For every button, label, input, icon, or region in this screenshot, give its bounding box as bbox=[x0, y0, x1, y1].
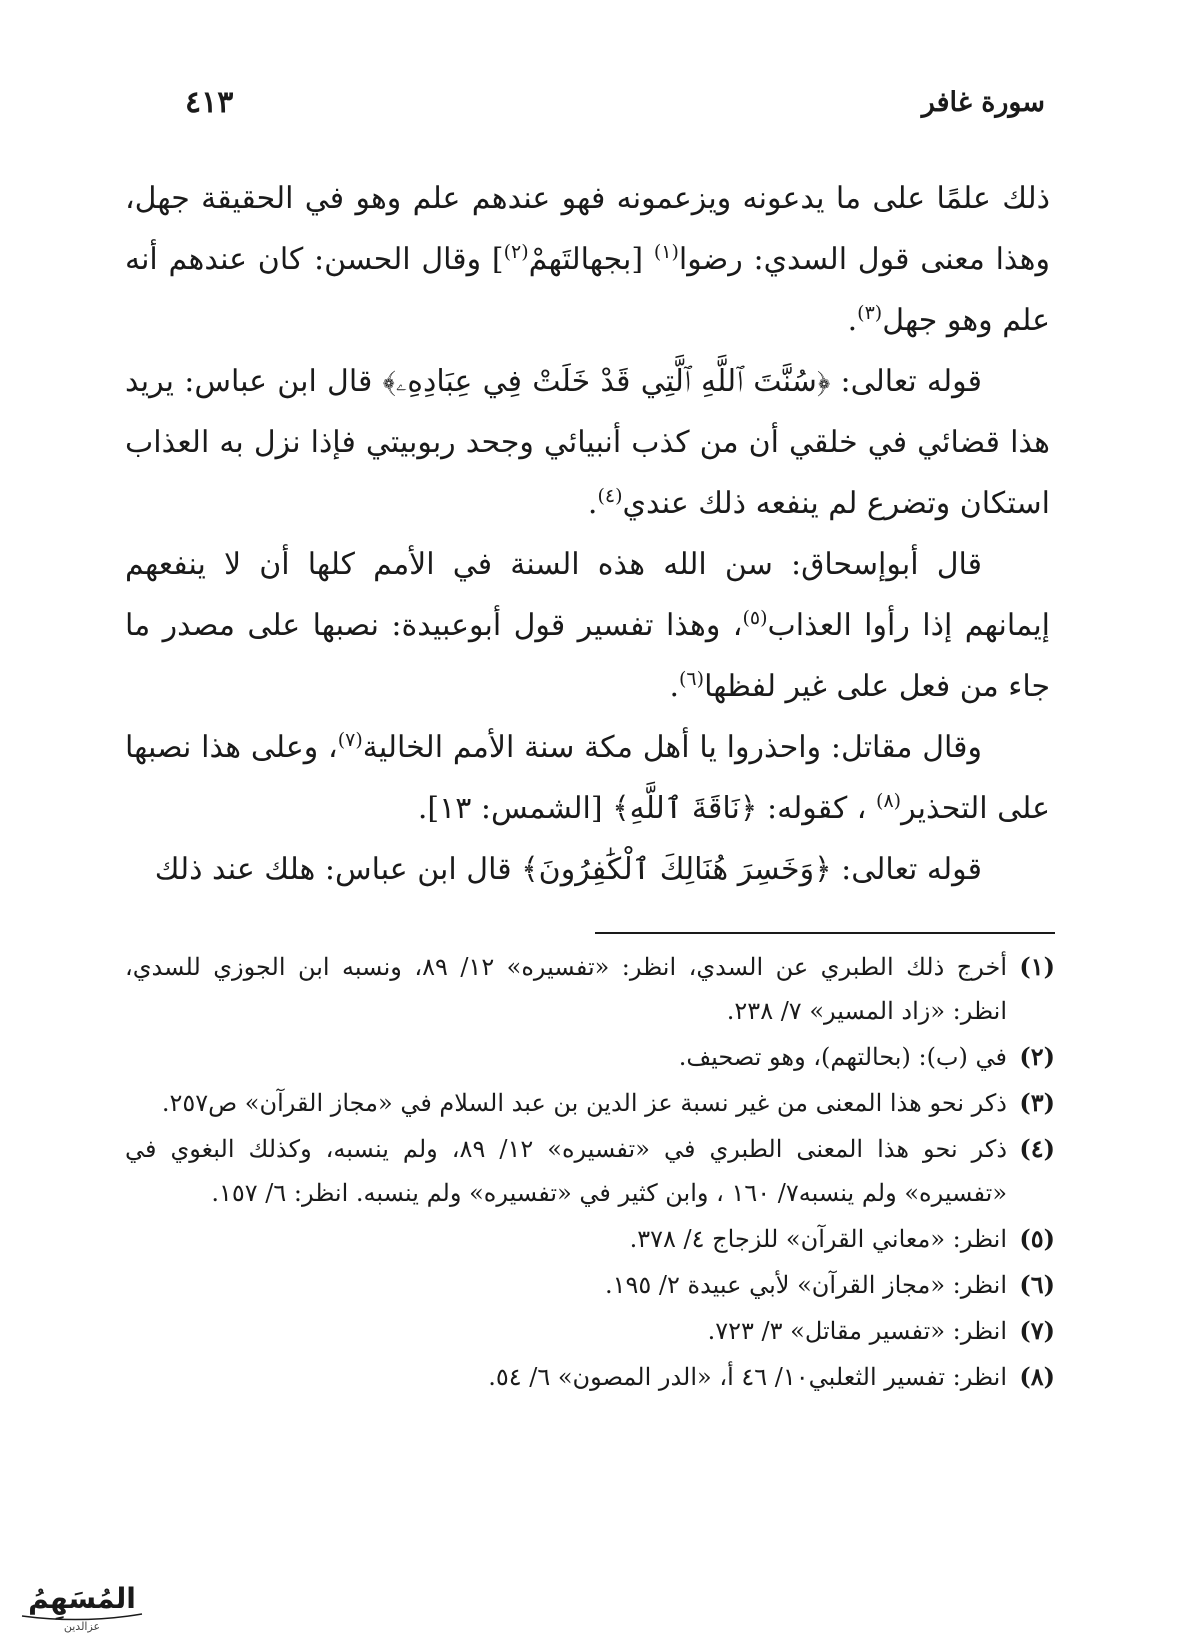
footnote-ref: (٥) bbox=[742, 607, 768, 629]
footnote-text: انظر: «تفسير مقاتل» ٣/ ٧٢٣. bbox=[707, 1317, 1007, 1345]
footnote-text: ذكر نحو هذا المعنى الطبري في «تفسيره» ١٢/ ٨٩، ولم ينسبه، وكذلك البغوي في «تفسيره» ولم ينسبه٧/ ١٦٠ ، وابن كثير في «تفسيره» ولم ينسبه. انظر: ٦/ ١٥٧. bbox=[125, 1135, 1008, 1207]
paragraph-4 bbox=[125, 717, 1050, 839]
footnote-text: أخرج ذلك الطبري عن السدي، انظر: «تفسيره» ١٢/ ٨٩، ونسبه ابن الجوزي للسدي، انظر: «زاد المسير» ٧/ ٢٣٨. bbox=[125, 953, 1008, 1025]
text-segment: . bbox=[587, 486, 598, 521]
footnote-text: في (ب): (بحالتهم)، وهو تصحيف. bbox=[678, 1043, 1007, 1071]
paragraph-2 bbox=[125, 351, 1050, 534]
footnote-ref: (٨) bbox=[876, 790, 902, 812]
footnote-8 bbox=[125, 1355, 1055, 1399]
footnote-number: (٤) bbox=[1019, 1134, 1056, 1163]
footnote-ref: (٤) bbox=[597, 485, 623, 507]
footnote-ref: (٧) bbox=[337, 729, 363, 751]
text-segment: قوله تعالى: bbox=[831, 852, 982, 887]
footnote-number: (٦) bbox=[1019, 1270, 1055, 1299]
text-segment: . bbox=[669, 669, 679, 704]
footnote-5 bbox=[125, 1217, 1055, 1261]
footnote-6 bbox=[125, 1263, 1055, 1307]
quran-verse: ﴿نَاقَةَ ٱللَّهِ﴾ bbox=[612, 791, 758, 826]
footnote-2 bbox=[125, 1035, 1055, 1079]
footnote-number: (٥) bbox=[1019, 1224, 1055, 1253]
text-segment: قال ابن عباس: هلك عند ذلك bbox=[154, 852, 522, 887]
quran-verse: ﴿وَخَسِرَ هُنَالِكَ ٱلْكَٰفِرُونَ﴾ bbox=[521, 852, 832, 887]
footnote-ref: (٣) bbox=[857, 302, 883, 324]
paragraph-5 bbox=[125, 839, 1050, 900]
text-segment: قال ابن عباس: يريد هذا قضائي في خلقي أن من كذب أنبيائي وجحد ربوبيتي فإذا نزل به العذاب استكان وتضرع لم ينفعه ذلك عندي bbox=[125, 364, 1050, 521]
text-segment: ، كقوله: bbox=[757, 791, 877, 826]
footnote-text: ذكر نحو هذا المعنى من غير نسبة عز الدين بن عبد السلام في «مجاز القرآن» ص٢٥٧. bbox=[161, 1089, 1007, 1117]
paragraph-1 bbox=[125, 168, 1050, 351]
footnote-divider bbox=[595, 932, 1055, 934]
surah-title: سورة غافر bbox=[921, 86, 1045, 118]
footnote-number: (١) bbox=[1019, 952, 1056, 981]
paragraph-3 bbox=[125, 534, 1050, 717]
text-segment: وقال مقاتل: واحذروا يا أهل مكة سنة الأمم الخالية bbox=[362, 730, 983, 765]
publisher-logo bbox=[12, 1568, 152, 1638]
footnote-text: انظر: «معاني القرآن» للزجاج ٤/ ٣٧٨. bbox=[629, 1225, 1007, 1253]
text-segment: . bbox=[847, 303, 858, 338]
page-header bbox=[185, 82, 1045, 122]
svg-text:عزالدين: عزالدين bbox=[63, 1620, 101, 1633]
text-segment: قوله تعالى: bbox=[830, 364, 982, 399]
footnote-ref: (٦) bbox=[679, 668, 705, 690]
footnote-ref: (٢) bbox=[503, 241, 529, 263]
footnote-number: (٨) bbox=[1019, 1362, 1055, 1391]
footnote-7 bbox=[125, 1309, 1055, 1353]
footnote-ref: (١) bbox=[653, 241, 679, 263]
text-segment: [بجهالتَهمْ bbox=[528, 242, 654, 277]
text-segment: ] وقال الحسن: كان عندهم أنه علم وهو جهل bbox=[125, 242, 1050, 338]
svg-text:المُسَهِمُ: المُسَهِمُ bbox=[28, 1582, 136, 1615]
text-segment: ، وعلى هذا نصبها على التحذير bbox=[125, 730, 1050, 826]
main-text bbox=[125, 168, 1050, 900]
text-segment: ذلك علمًا على ما يدعونه ويزعمونه فهو عندهم علم وهو في الحقيقة جهل، وهذا معنى قول السدي: رضوا bbox=[125, 181, 1050, 277]
footnote-4 bbox=[125, 1127, 1055, 1215]
footnote-3 bbox=[125, 1081, 1055, 1125]
footnote-number: (٣) bbox=[1019, 1088, 1055, 1117]
footnote-text: انظر: تفسير الثعلبي١٠/ ٤٦ أ، «الدر المصون» ٦/ ٥٤. bbox=[488, 1363, 1007, 1391]
footnote-number: (٢) bbox=[1019, 1042, 1055, 1071]
footnote-text: انظر: «مجاز القرآن» لأبي عبيدة ٢/ ١٩٥. bbox=[604, 1271, 1007, 1299]
footnote-1 bbox=[125, 945, 1055, 1033]
text-segment: قال أبوإسحاق: سن الله هذه السنة في الأمم كلها أن لا ينفعهم إيمانهم إذا رأوا العذاب bbox=[125, 547, 1051, 643]
page-number: ٤١٣ bbox=[185, 84, 234, 120]
text-segment: [الشمس: ١٣]. bbox=[417, 791, 613, 826]
footnotes bbox=[125, 945, 1055, 1401]
quran-verse: ﴿سُنَّتَ ٱللَّهِ ٱلَّتِي قَدْ خَلَتْ فِي عِبَادِهِۦ﴾ bbox=[382, 364, 831, 399]
footnote-number: (٧) bbox=[1019, 1316, 1055, 1345]
text-segment: ، وهذا تفسير قول أبوعبيدة: نصبها على مصدر ما جاء من فعل على غير لفظها bbox=[125, 608, 1050, 704]
